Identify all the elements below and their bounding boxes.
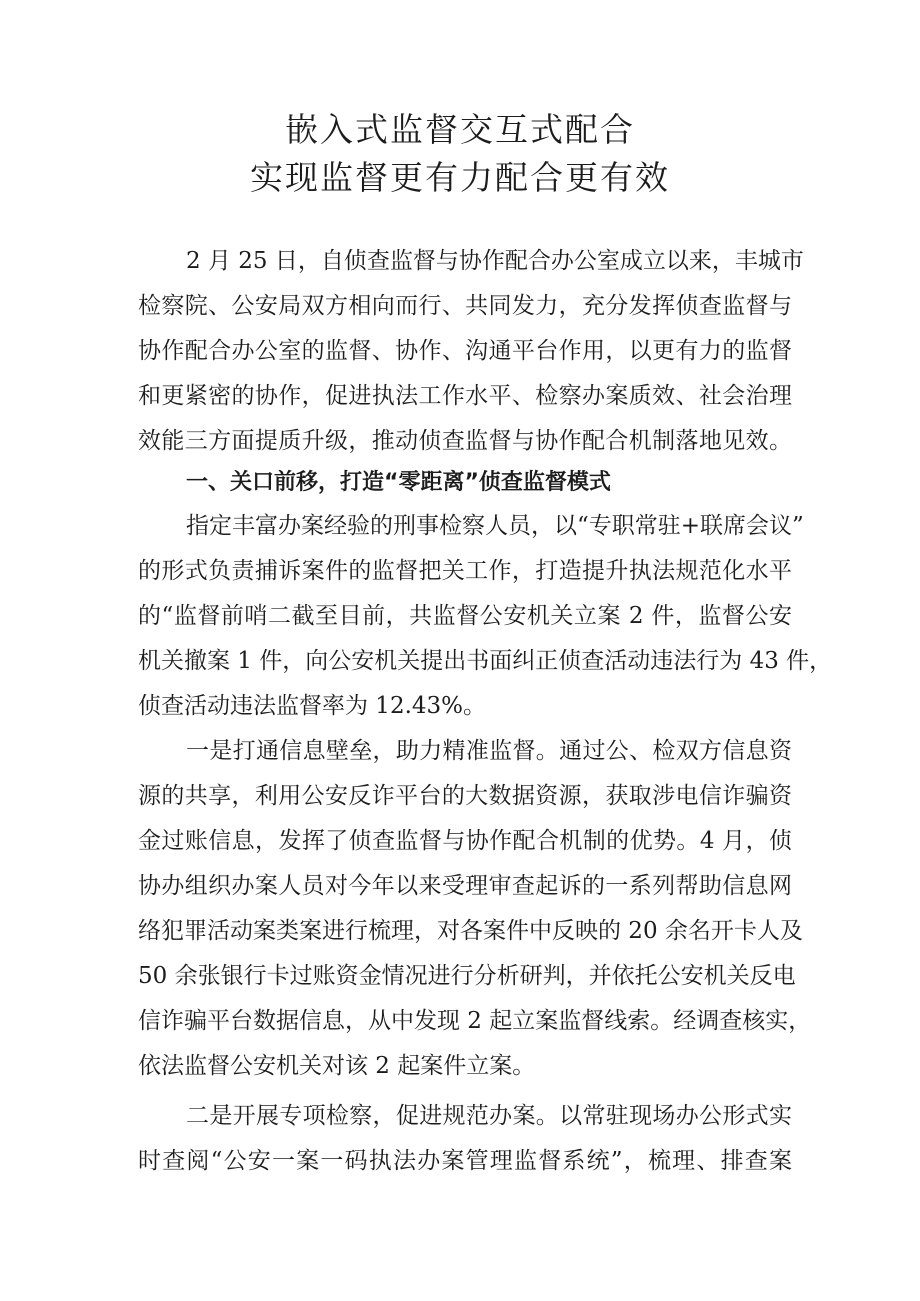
section-heading: 一、关口前移，打造“零距离”侦查监督模式 <box>186 470 611 495</box>
para2-line-6: 50 余张银行卡过账资金情况进行分析研判，并依托公安机关反电 <box>138 963 796 989</box>
para2-line-7: 信诈骗平台数据信息，从中发现 2 起立案监督线索。经调查核实， <box>138 1008 812 1034</box>
para2-line-3: 金过账信息，发挥了侦查监督与协作配合机制的优势。4 月，侦 <box>138 828 792 854</box>
intro-line-2: 检察院、公安局双方相向而行、共同发力，充分发挥侦查监督与 <box>138 293 792 319</box>
para1-line-1: 指定丰富办案经验的刑事检察人员，以“专职常驻+联席会议” <box>186 513 804 539</box>
intro-line-5: 效能三方面提质升级，推动侦查监督与协作配合机制落地见效。 <box>138 428 792 454</box>
para1-line-5: 侦查活动违法监督率为 12.43%。 <box>138 693 487 719</box>
para3-line-2: 时查阅“公安一案一码执法办案管理监督系统”，梳理、排查案 <box>138 1148 792 1174</box>
para1-line-2: 的形式负责捕诉案件的监督把关工作，打造提升执法规范化水平 <box>138 558 792 584</box>
intro-line-1: 2 月 25 日，自侦查监督与协作配合办公室成立以来，丰城市 <box>186 248 804 274</box>
para3-line-1: 二是开展专项检察，促进规范办案。以常驻现场办公形式实 <box>186 1103 792 1129</box>
para2-line-5: 络犯罪活动案类案进行梳理，对各案件中反映的 20 余名开卡人及 <box>138 918 803 944</box>
para2-line-4: 协办组织办案人员对今年以来受理审查起诉的一系列帮助信息网 <box>138 873 792 899</box>
para1-line-4: 机关撤案 1 件，向公安机关提出书面纠正侦查活动违法行为 43 件， <box>138 648 833 674</box>
title-line-2: 实现监督更有力配合更有效 <box>250 158 670 197</box>
para1-line-3: 的“监督前哨二截至目前，共监督公安机关立案 2 件，监督公安 <box>138 603 792 629</box>
intro-line-4: 和更紧密的协作，促进执法工作水平、检察办案质效、社会治理 <box>138 383 792 409</box>
intro-line-3: 协作配合办公室的监督、协作、沟通平台作用，以更有力的监督 <box>138 338 792 364</box>
para2-line-1: 一是打通信息壁垒，助力精准监督。通过公、检双方信息资 <box>186 738 792 764</box>
para2-line-8: 依法监督公安机关对该 2 起案件立案。 <box>138 1053 536 1079</box>
para2-line-2: 源的共享，利用公安反诈平台的大数据资源，获取涉电信诈骗资 <box>138 783 792 809</box>
title-line-1: 嵌入式监督交互式配合 <box>285 110 635 149</box>
